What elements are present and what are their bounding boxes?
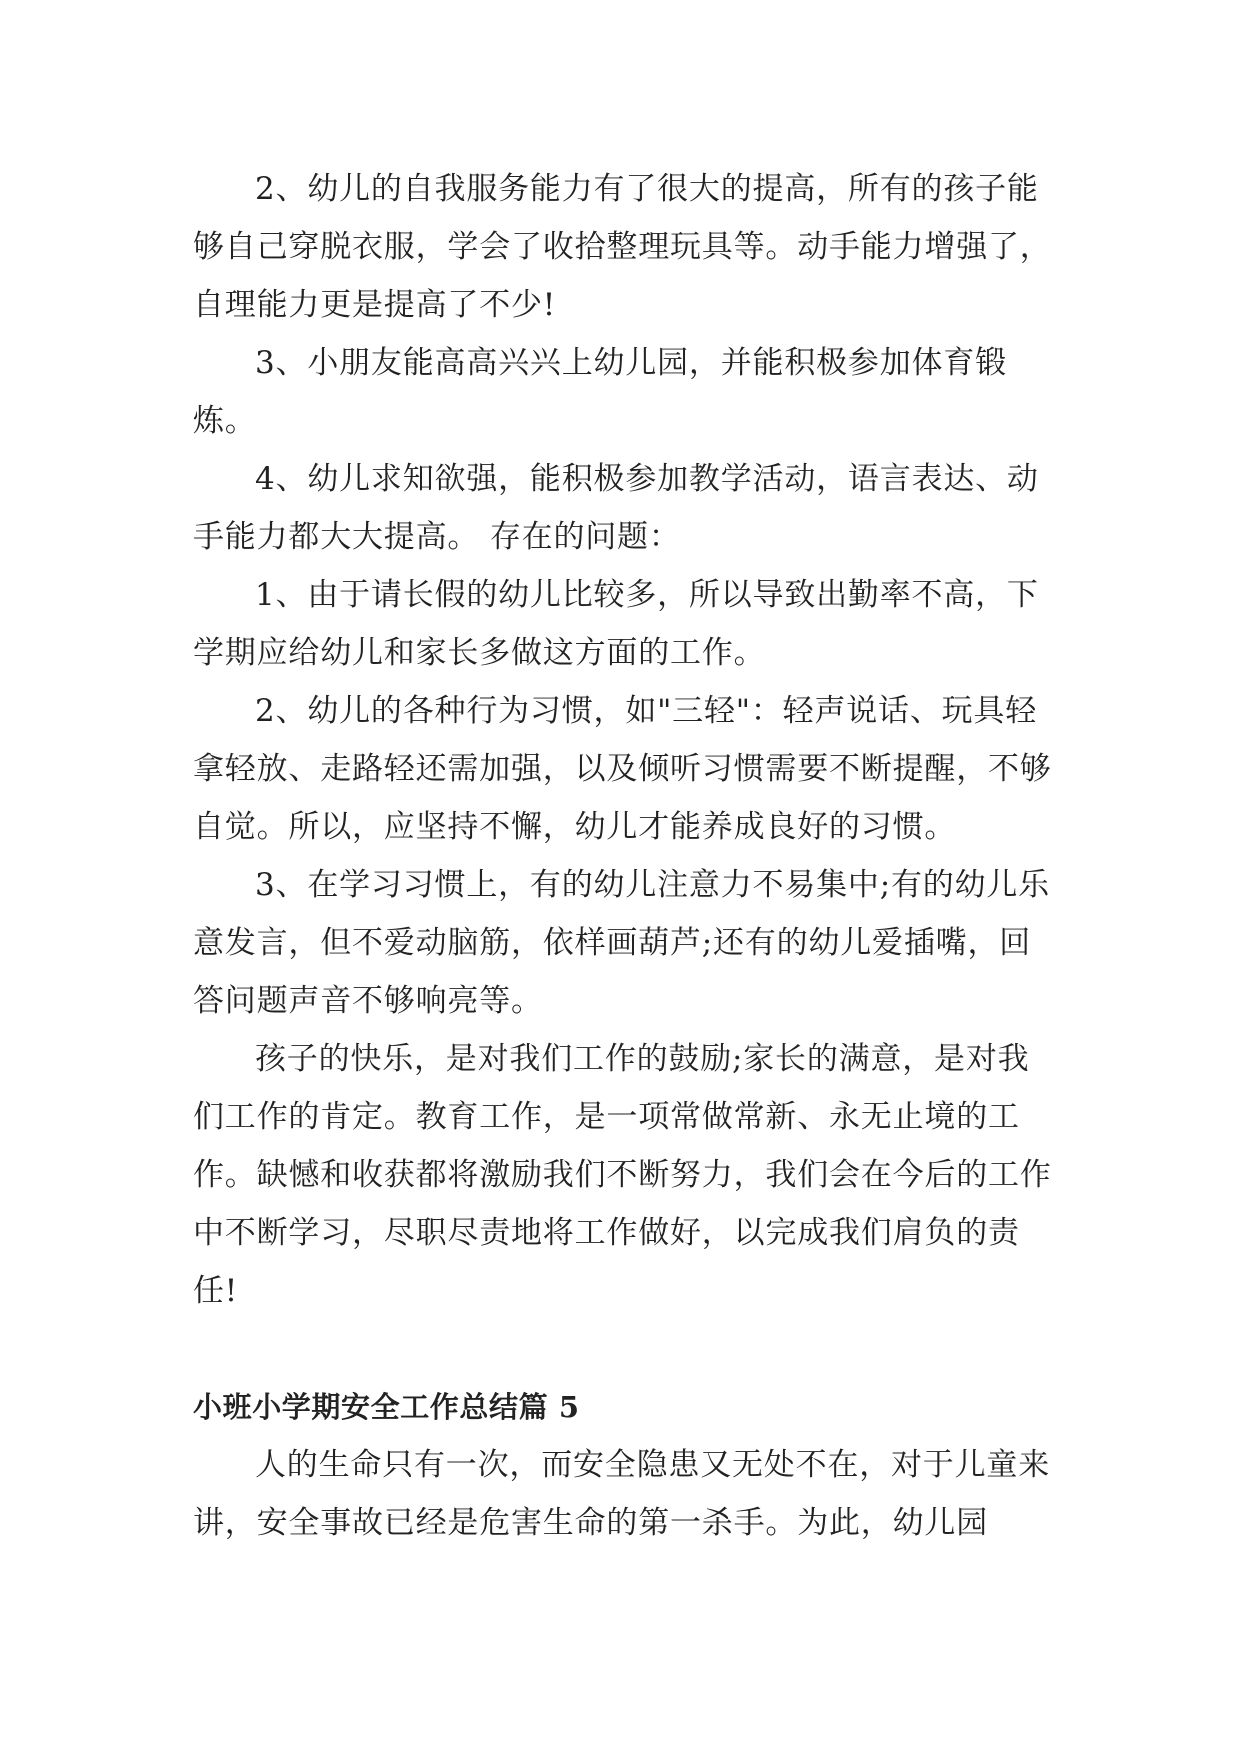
paragraph: 3、小朋友能高高兴兴上幼儿园，并能积极参加体育锻炼。 xyxy=(193,345,1007,439)
paragraph: 2、幼儿的自我服务能力有了很大的提高，所有的孩子能够自己穿脱衣服，学会了收拾整理玩具等。动手能力增强了，自理能力更是提高了不少! xyxy=(193,171,1052,323)
section-heading: 小班小学期安全工作总结篇 5 xyxy=(193,1390,580,1424)
paragraph: 人的生命只有一次，而安全隐患又无处不在，对于儿童来讲，安全事故已经是危害生命的第一杀手。为此，幼儿园 xyxy=(193,1447,1050,1541)
paragraph: 3、在学习习惯上，有的幼儿注意力不易集中;有的幼儿乐意发言，但不爱动脑筋，依样画葫芦;还有的幼儿爱插嘴，回答问题声音不够响亮等。 xyxy=(193,867,1050,1019)
paragraph: 孩子的快乐，是对我们工作的鼓励;家长的满意，是对我们工作的肯定。教育工作，是一项常做常新、永无止境的工作。缺憾和收获都将激励我们不断努力，我们会在今后的工作中不断学习，尽职尽责地将工作做好，以完成我们肩负的责任! xyxy=(193,1041,1052,1309)
document-body xyxy=(193,160,1053,1552)
paragraph: 1、由于请长假的幼儿比较多，所以导致出勤率不高，下学期应给幼儿和家长多做这方面的工作。 xyxy=(193,577,1039,671)
paragraph: 2、幼儿的各种行为习惯，如"三轻"：轻声说话、玩具轻拿轻放、走路轻还需加强，以及倾听习惯需要不断提醒，不够自觉。所以，应坚持不懈，幼儿才能养成良好的习惯。 xyxy=(193,693,1052,845)
paragraph: 4、幼儿求知欲强，能积极参加教学活动，语言表达、动手能力都大大提高。 存在的问题： xyxy=(193,461,1039,555)
